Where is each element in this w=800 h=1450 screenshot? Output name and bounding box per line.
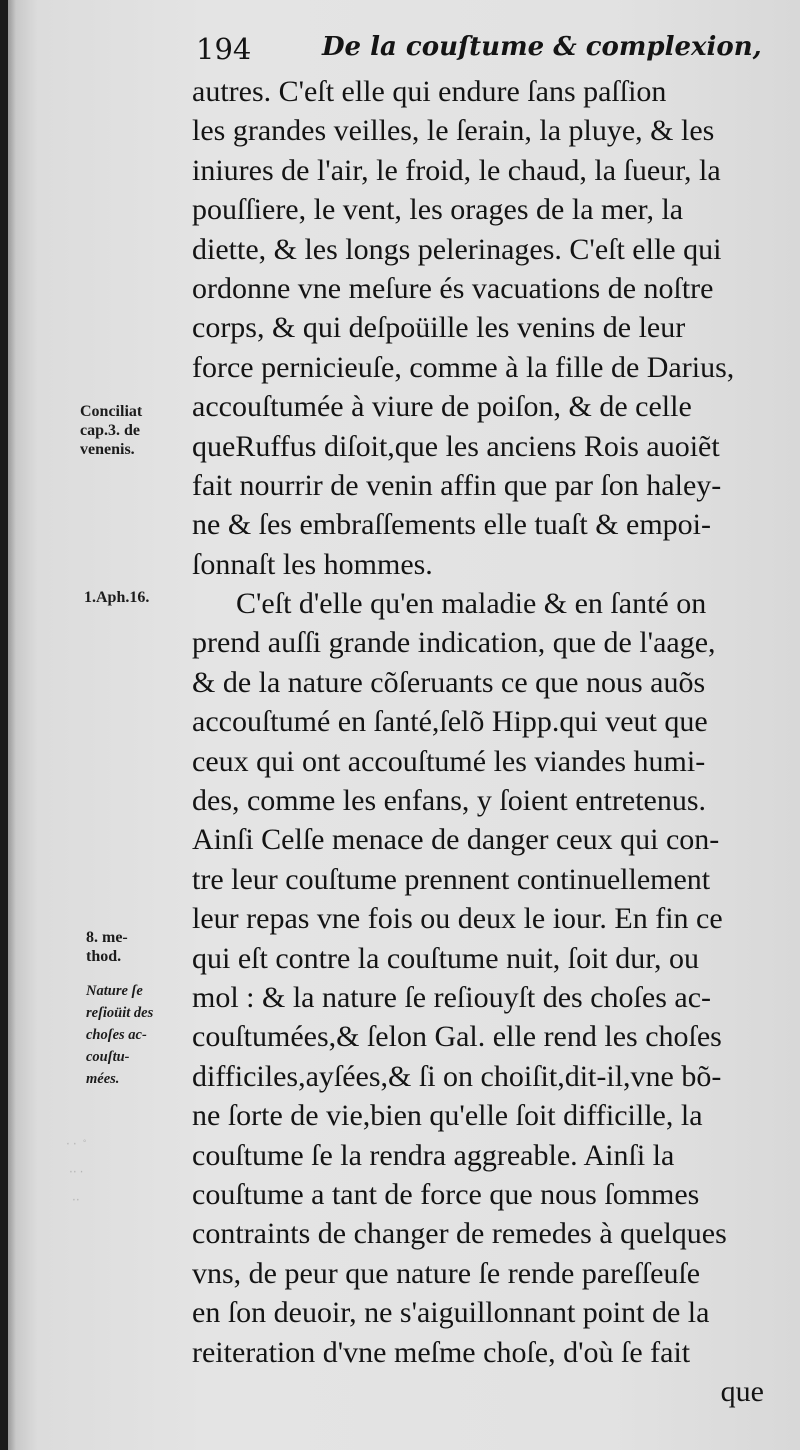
text-line: reiteration d'vne meſme choſe, d'où ſe fait xyxy=(192,1335,691,1369)
text-line: autres. C'eſt elle qui endure ſans paſſion xyxy=(192,75,667,108)
text-line: couſtume ſe la rendra aggreable. Ainſi la xyxy=(192,1138,675,1172)
page-number: 194 xyxy=(196,32,252,66)
text-line: ne & ſes embraſſements elle tuaſt & empoi- xyxy=(192,508,712,542)
text-line: & de la nature cõſeruants ce que nous auõs xyxy=(192,665,706,699)
show-through-bleed: ‧ ‧ ˚ ‧‧ ‧ ‧‧ xyxy=(66,1137,87,1207)
text-line: fait nourrir de venin affin que par ſon haley- xyxy=(192,468,722,502)
text-line: prend auſſi grande indication, que de l'aage, xyxy=(192,626,716,660)
text-line: difficiles,ayſées,& ſi on choiſit,dit-il,vne bõ- xyxy=(192,1059,722,1093)
text-line: ſonnaſt les hommes. xyxy=(192,547,433,581)
text-line: accouſtumé en ſanté,ſelõ Hipp.qui veut que xyxy=(192,705,708,739)
text-line: diette, & les longs pelerinages. C'eſt elle qui xyxy=(192,232,722,266)
margin-note-method: 8. me- thod. xyxy=(86,929,128,965)
running-title: De la couſtume & complexion, xyxy=(322,32,762,62)
text-line: iniures de l'air, le froid, le chaud, la ſueur, la xyxy=(192,153,721,187)
text-line: force pernicieuſe, comme à la fille de Darius, xyxy=(192,350,735,384)
margin-note-aphorism: 1.Aph.16. xyxy=(84,589,150,606)
catchword: que xyxy=(720,1374,764,1408)
text-line: en ſon deuoir, ne s'aiguillonnant point de la xyxy=(192,1296,710,1330)
text-line: les grandes veilles, le ſerain, la pluye, & les xyxy=(192,114,715,148)
text-line: accouſtumée à viure de poiſon, & de celle xyxy=(192,390,692,424)
text-line: Ainſi Celſe menace de danger ceux qui con- xyxy=(192,823,720,857)
text-line: queRuffus diſoit,que les anciens Rois auoiẽt xyxy=(192,429,720,463)
text-line: vns, de peur que nature ſe rende pareſſeuſe xyxy=(192,1256,701,1290)
text-line: des, comme les enfans, y ſoient entretenus. xyxy=(192,784,707,818)
text-line: mol : & la nature ſe reſiouyſt des choſes ac- xyxy=(192,980,711,1014)
paragraph-start-line: C'eſt d'elle qu'en maladie & en ſanté on xyxy=(236,587,707,621)
text-line: contraints de changer de remedes à quelques xyxy=(192,1217,727,1251)
text-line: corps, & qui deſpoüille les venins de leur xyxy=(192,311,686,345)
running-header xyxy=(196,28,776,68)
margin-note-conciliator: Conciliat cap.3. de venenis. xyxy=(80,403,143,458)
text-line: pouſſiere, le vent, les orages de la mer, la xyxy=(192,193,684,227)
text-line: tre leur couſtume prennent continuellement xyxy=(192,862,711,896)
book-page xyxy=(8,0,800,1450)
body-text xyxy=(192,72,782,1411)
text-line: leur repas vne fois ou deux le iour. En fin ce xyxy=(192,902,723,936)
text-line: ne ſorte de vie,bien qu'elle ſoit difficille, la xyxy=(192,1099,703,1133)
text-line: qui eſt contre la couſtume nuit, ſoit dur, ou xyxy=(192,941,700,975)
text-line: ceux qui ont accouſtumé les viandes humi- xyxy=(192,744,706,778)
text-line: couſtume a tant de force que nous ſommes xyxy=(192,1177,700,1211)
text-line: ordonne vne meſure és vacuations de noſtre xyxy=(192,271,714,305)
margin-note-nature: Nature ſe reſioüit des choſes ac- couſtu- mées. xyxy=(86,983,154,1087)
text-line: couſtumées,& ſelon Gal. elle rend les choſes xyxy=(192,1020,722,1054)
